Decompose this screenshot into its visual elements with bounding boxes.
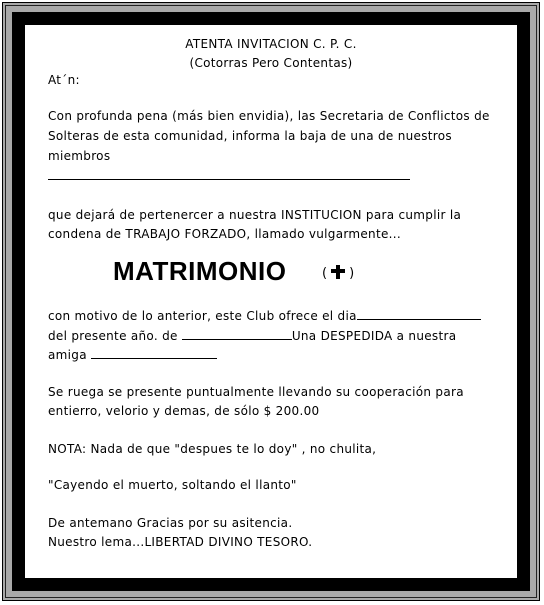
para4-line2: entierro, velorio y demas, de sólo $ 200.00 xyxy=(48,404,320,418)
para2-line1: que dejará de pertenercer a nuestra INSTITUCION para cumplir la xyxy=(48,208,462,222)
para1-line1: Con profunda pena (más bien envidia), las Secretaria de Conflictos de xyxy=(48,109,490,123)
attention-line: At´n: xyxy=(48,73,80,87)
para3-line2 xyxy=(48,328,456,344)
nota-line: NOTA: Nada de que "despues te lo doy" , no chulita, xyxy=(48,442,377,456)
date-blank xyxy=(357,308,481,320)
para3-line1 xyxy=(48,308,481,324)
invitation-title: ATENTA INVITACION C. P. C. xyxy=(185,37,357,51)
place-blank xyxy=(182,328,292,340)
invitation-subtitle: (Cotorras Pero Contentas) xyxy=(189,56,353,70)
thanks-line: De antemano Gracias por su asitencia. xyxy=(48,516,293,530)
para3-line2b-text: Una DESPEDIDA a nuestra xyxy=(291,329,457,343)
cross-group xyxy=(322,265,354,281)
paren-close: ) xyxy=(349,266,355,281)
matrimonio-heading: MATRIMONIO xyxy=(113,256,287,286)
quote-line: "Cayendo el muerto, soltando el llanto" xyxy=(48,478,297,492)
para3-line2a-text: del presente año. de xyxy=(48,329,178,343)
para1-line2: Solteras de esta comunidad, informa la baja de una de nuestros xyxy=(48,129,452,143)
para4-line1: Se ruega se presente puntualmente llevando su cooperación para xyxy=(48,385,464,399)
paren-open: ( xyxy=(322,266,328,281)
name-blank-line xyxy=(48,179,410,180)
friend-blank xyxy=(91,347,217,359)
para1-line3: miembros xyxy=(48,149,111,163)
para3-line1-text: con motivo de lo anterior, este Club ofrece el dia xyxy=(48,309,357,323)
motto-line: Nuestro lema...LIBERTAD DIVINO TESORO. xyxy=(48,535,313,549)
para3-line3 xyxy=(48,347,217,363)
cross-icon xyxy=(331,265,345,279)
para2-line2: condena de TRABAJO FORZADO, llamado vulgarmente... xyxy=(48,227,401,241)
invitation-page xyxy=(25,25,517,578)
para3-line3-text: amiga xyxy=(48,348,87,362)
